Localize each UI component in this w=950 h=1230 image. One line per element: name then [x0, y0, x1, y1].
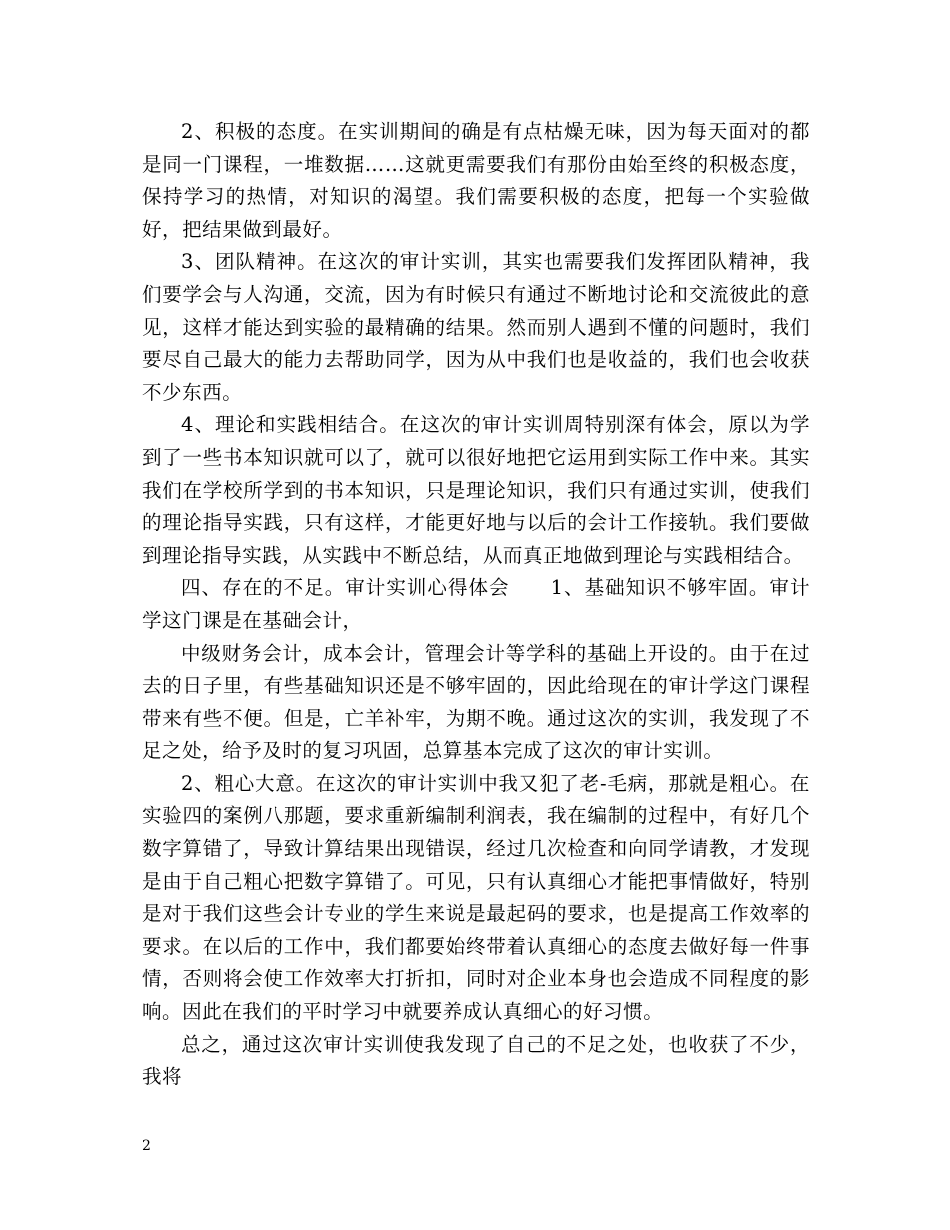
page-number: 2	[142, 1138, 151, 1154]
paragraph-carelessness: 2、粗心大意。在这次的审计实训中我又犯了老-毛病，那就是粗心。在实验四的案例八那题，要求重新编制利润表，我在编制的过程中，有好几个数字算错了，导致计算结果出现错误，经过几次检查和向同学请教，才发现是由于自己粗心把数字算错了。可见，只有认真细心才能把事情做好，特别是对于我们这些会计专业的学生来说是最起码的要求，也是提高工作效率的要求。在以后的工作中，我们都要始终带着认真细心的态度去做好每一件事情，否则将会使工作效率大打折扣，同时对企业本身也会造成不同程度的影响。因此在我们的平时学习中就要养成认真细心的好习惯。	[142, 771, 810, 1024]
paragraph-foundation: 中级财务会计，成本会计，管理会计等学科的基础上开设的。由于在过去的日子里，有些基础知识还是不够牢固的，因此给现在的审计学这门课程带来有些不便。但是，亡羊补牢，为期不晚。通过这次的实训，我发现了不足之处，给予及时的复习巩固，总算基本完成了这次的审计实训。	[142, 641, 810, 763]
paragraph-shortcomings-heading: 四、存在的不足。审计实训心得体会 1、基础知识不够牢固。审计学这门课是在基础会计，	[142, 576, 810, 632]
body-text	[142, 116, 810, 1094]
paragraph-theory-practice: 4、理论和实践相结合。在这次的审计实训周特别深有体会，原以为学到了一些书本知识就可以了，就可以很好地把它运用到实际工作中来。其实我们在学校所学到的书本知识，只是理论知识，我们只有通过实训，使我们的理论指导实践，只有这样，才能更好地与以后的会计工作接轨。我们要做到理论指导实践，从实践中不断总结，从而真正地做到理论与实践相结合。	[142, 413, 810, 567]
paragraph-attitude: 2、积极的态度。在实训期间的确是有点枯燥无味，因为每天面对的都是同一门课程，一堆数据……这就更需要我们有那份由始至终的积极态度，保持学习的热情，对知识的渴望。我们需要积极的态度，把每一个实验做好，把结果做到最好。	[142, 120, 810, 241]
paragraph-teamwork: 3、团队精神。在这次的审计实训，其实也需要我们发挥团队精神，我们要学会与人沟通，交流，因为有时候只有通过不断地讨论和交流彼此的意见，这样才能达到实验的最精确的结果。然而别人遇到不懂的问题时，我们要尽自己最大的能力去帮助同学，因为从中我们也是收益的，我们也会收获不少东西。	[142, 250, 810, 404]
paragraph-summary: 总之，通过这次审计实训使我发现了自己的不足之处，也收获了不少，我将	[142, 1032, 810, 1089]
